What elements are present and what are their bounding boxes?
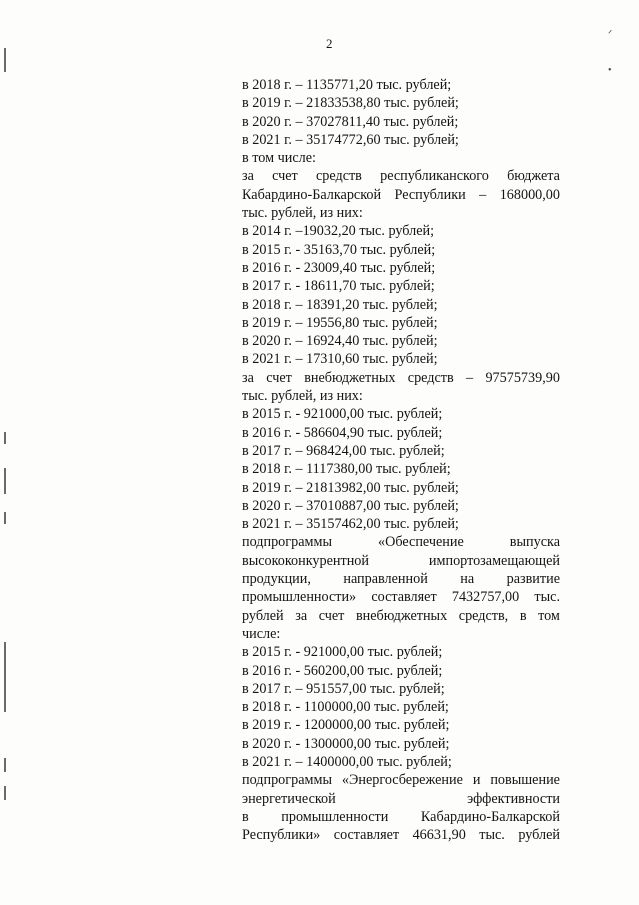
- word: средств: [407, 369, 454, 386]
- word: –: [479, 186, 487, 203]
- word: выпуска: [509, 534, 560, 551]
- text-line: [242, 552, 560, 570]
- word: Республики»: [242, 827, 321, 844]
- word: на: [460, 571, 475, 588]
- text-line: в 2021 г. – 17310,60 тыс. рублей;: [242, 351, 438, 368]
- word: высококонкурентной: [242, 552, 369, 569]
- text-line: в 2019 г. - 1200000,00 тыс. рублей;: [242, 717, 450, 734]
- word: продукции,: [242, 571, 311, 588]
- text-line: в 2020 г. – 16924,40 тыс. рублей;: [242, 333, 438, 350]
- word: 97575739,90: [485, 369, 560, 386]
- text-line: в 2021 г. – 35174772,60 тыс. рублей;: [242, 131, 459, 148]
- scan-mark: [4, 48, 6, 72]
- word: Кабардино-Балкарской: [242, 186, 382, 203]
- text-line: [242, 570, 560, 588]
- word: счет: [318, 607, 345, 624]
- word: промышленности»: [242, 589, 357, 606]
- word: развитие: [506, 571, 560, 588]
- scan-mark: [4, 512, 6, 524]
- word: –: [466, 369, 474, 386]
- word: внебюджетных: [304, 369, 396, 386]
- text-line: в 2017 г. - 18611,70 тыс. рублей;: [242, 278, 435, 295]
- text-line: [242, 607, 560, 625]
- word: эффективности: [467, 790, 560, 807]
- word: тыс.: [479, 827, 505, 844]
- text-line: [242, 826, 560, 844]
- text-line: в 2019 г. – 19556,80 тыс. рублей;: [242, 314, 438, 331]
- word: в: [519, 607, 527, 624]
- word: за: [242, 369, 254, 386]
- word: составляет: [371, 589, 437, 606]
- document-body: [242, 76, 560, 844]
- scan-mark: [4, 786, 6, 800]
- scan-mark: [4, 432, 6, 444]
- text-line: в 2018 г. - 1100000,00 тыс. рублей;: [242, 699, 449, 716]
- text-line: в 2021 г. – 35157462,00 тыс. рублей;: [242, 516, 459, 533]
- text-line: [242, 167, 560, 185]
- text-line: в 2021 г. – 1400000,00 тыс. рублей;: [242, 753, 452, 770]
- word: в: [242, 808, 249, 825]
- text-line: в 2020 г. – 37027811,40 тыс. рублей;: [242, 113, 459, 130]
- word: 168000,00: [499, 186, 560, 203]
- word: подпрограммы: [242, 772, 332, 789]
- word: «Обеспечение: [378, 534, 464, 551]
- text-line: [242, 588, 560, 606]
- text-line: числе:: [242, 625, 281, 642]
- text-line: в том числе:: [242, 150, 316, 167]
- text-line: в 2019 г. – 21813982,00 тыс. рублей;: [242, 479, 459, 496]
- text-line: в 2018 г. – 1135771,20 тыс. рублей;: [242, 77, 452, 93]
- word: направленной: [343, 571, 428, 588]
- word: повышение: [490, 772, 560, 789]
- word: Республики: [394, 186, 466, 203]
- text-line: в 2016 г. - 23009,40 тыс. рублей;: [242, 259, 436, 276]
- word: импортозамещающей: [428, 552, 560, 569]
- text-line: тыс. рублей, из них:: [242, 388, 363, 405]
- text-line: [242, 771, 560, 789]
- word: внебюджетных: [355, 607, 448, 624]
- word: Кабардино-Балкарской: [420, 808, 560, 825]
- word: промышленности: [281, 808, 389, 825]
- word: рублей: [242, 607, 284, 624]
- text-line: в 2015 г. - 921000,00 тыс. рублей;: [242, 406, 443, 423]
- word: счет: [272, 168, 298, 185]
- text-line: [242, 186, 560, 204]
- scan-dot: ᐟ: [608, 29, 613, 40]
- word: «Энергосбережение: [341, 772, 463, 789]
- word: рублей: [518, 827, 560, 844]
- word: составляет: [333, 827, 400, 844]
- text-line: в 2020 г. - 1300000,00 тыс. рублей;: [242, 735, 450, 752]
- text-line: в 2017 г. – 951557,00 тыс. рублей;: [242, 680, 445, 697]
- text-line: в 2015 г. - 921000,00 тыс. рублей;: [242, 644, 443, 661]
- word: и: [472, 772, 481, 789]
- word: 46631,90: [412, 827, 466, 844]
- scan-mark: [4, 758, 6, 772]
- word: подпрограммы: [242, 534, 332, 551]
- text-line: тыс. рублей, из них:: [242, 205, 363, 222]
- scan-mark: [4, 468, 6, 494]
- text-line: в 2014 г. –19032,20 тыс. рублей;: [242, 223, 435, 240]
- word: бюджета: [507, 168, 560, 185]
- word: 7432757,00: [451, 589, 520, 606]
- text-line: [242, 790, 560, 808]
- text-line: в 2020 г. – 37010887,00 тыс. рублей;: [242, 497, 459, 514]
- text-line: в 2017 г. – 968424,00 тыс. рублей;: [242, 442, 445, 459]
- text-line: в 2016 г. - 586604,90 тыс. рублей;: [242, 424, 443, 441]
- scan-mark: [4, 642, 6, 712]
- text-line: в 2016 г. - 560200,00 тыс. рублей;: [242, 662, 443, 679]
- text-line: в 2018 г. – 18391,20 тыс. рублей;: [242, 296, 438, 313]
- page-number: 2: [326, 36, 333, 51]
- word: тыс.: [534, 589, 560, 606]
- scan-dot: •: [608, 65, 612, 76]
- text-line: в 2015 г. - 35163,70 тыс. рублей;: [242, 241, 436, 258]
- text-line: [242, 533, 560, 551]
- word: том: [538, 607, 560, 624]
- text-line: [242, 808, 560, 826]
- word: средств,: [458, 607, 509, 624]
- word: за: [242, 168, 254, 185]
- word: республиканского: [380, 168, 489, 185]
- text-line: в 2018 г. – 1117380,00 тыс. рублей;: [242, 461, 451, 478]
- word: счет: [266, 369, 292, 386]
- word: энергетической: [242, 790, 336, 807]
- word: средств: [315, 168, 362, 185]
- text-line: в 2019 г. – 21833538,80 тыс. рублей;: [242, 95, 459, 112]
- text-line: [242, 369, 560, 387]
- word: за: [295, 607, 308, 624]
